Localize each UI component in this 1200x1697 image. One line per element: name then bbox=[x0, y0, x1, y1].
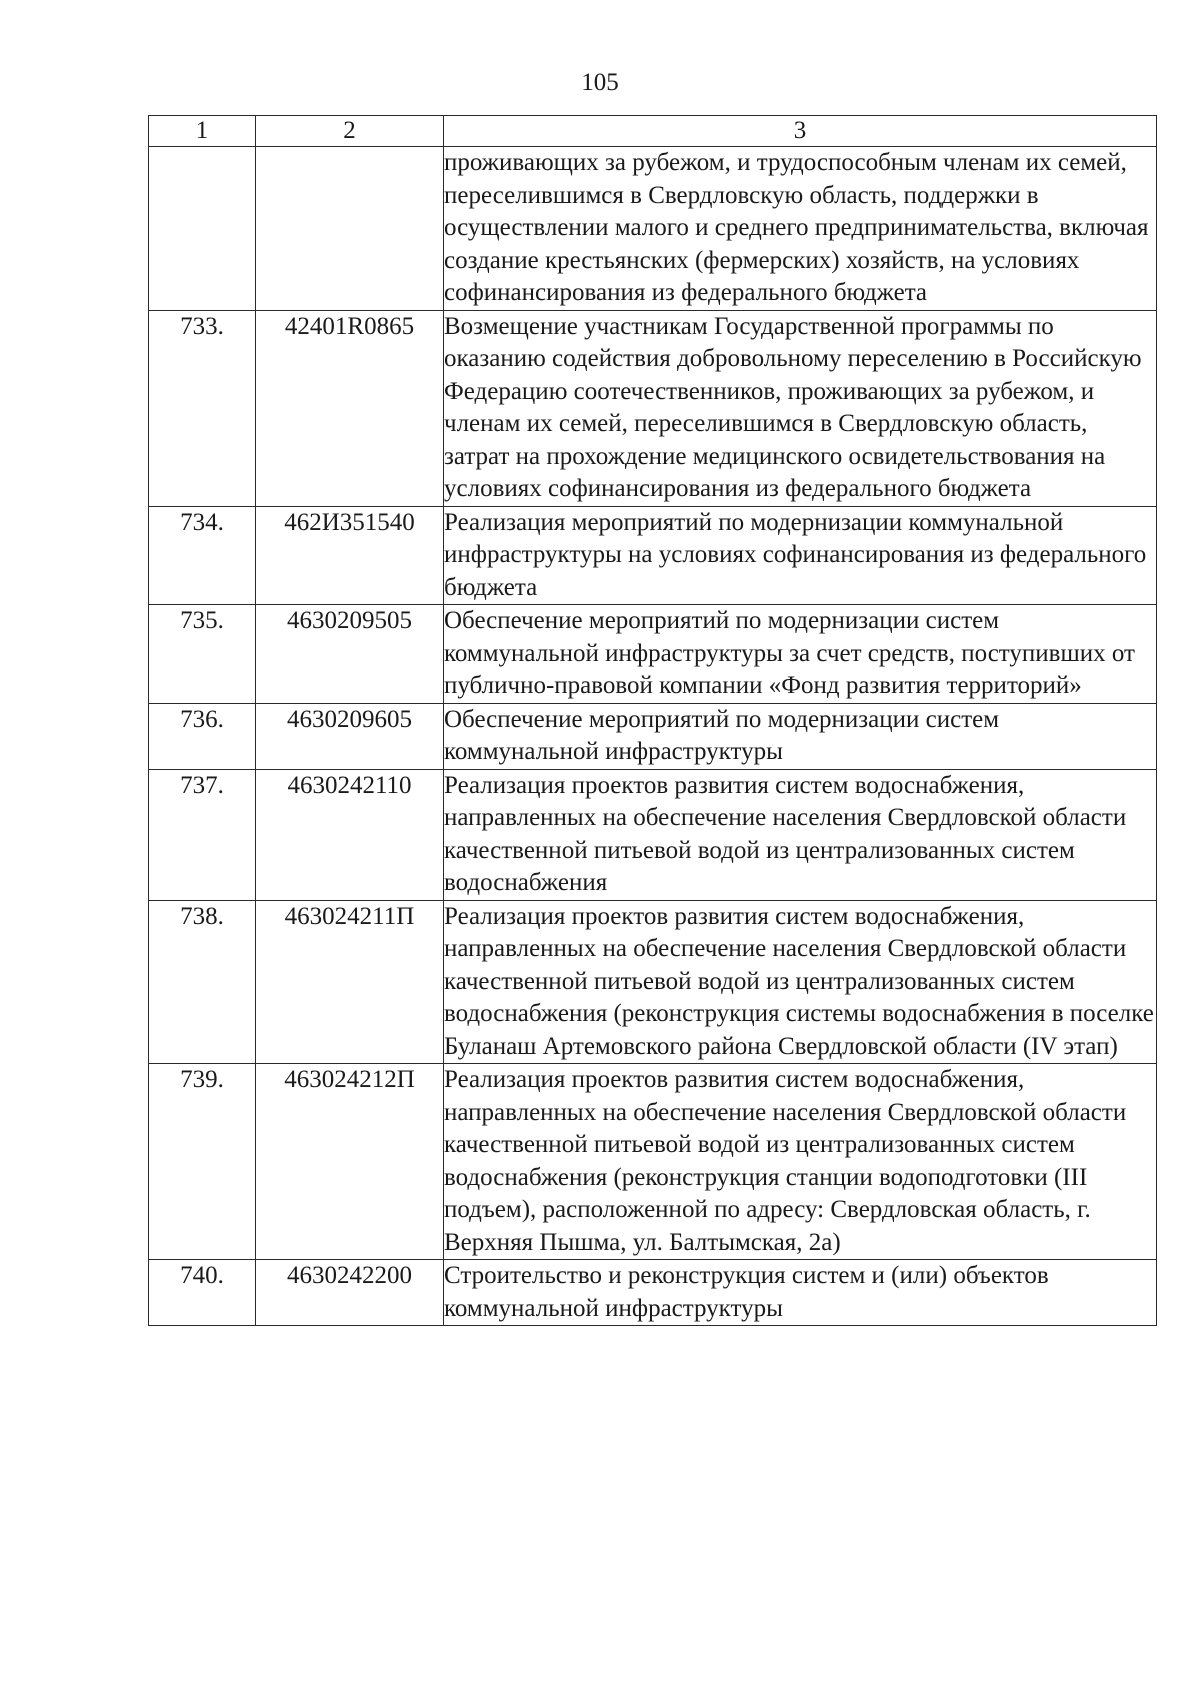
header-col-3: 3 bbox=[444, 116, 1157, 147]
row-number: 740. bbox=[149, 1260, 256, 1326]
row-code bbox=[256, 147, 444, 311]
table-row bbox=[149, 900, 1157, 1064]
table-header-row bbox=[149, 116, 1157, 147]
header-col-1: 1 bbox=[149, 116, 256, 147]
row-code: 42401R0865 bbox=[256, 310, 444, 506]
table-row bbox=[149, 506, 1157, 605]
row-number: 734. bbox=[149, 506, 256, 605]
row-code: 4630209605 bbox=[256, 703, 444, 769]
row-number: 737. bbox=[149, 769, 256, 900]
page-number: 105 bbox=[581, 69, 619, 96]
row-number: 739. bbox=[149, 1064, 256, 1260]
row-number: 738. bbox=[149, 900, 256, 1064]
row-description: Реализация мероприятий по модернизации коммунальной инфраструктуры на условиях софинансирования из федерального бюджета bbox=[444, 506, 1157, 605]
table-row bbox=[149, 310, 1157, 506]
budget-codes-table bbox=[148, 115, 1157, 1326]
row-code: 463024211П bbox=[256, 900, 444, 1064]
row-description: Обеспечение мероприятий по модернизации систем коммунальной инфраструктуры за счет средств, поступивших от публично-правовой компании «Фонд развития территорий» bbox=[444, 605, 1157, 704]
table-row bbox=[149, 769, 1157, 900]
row-code: 4630242110 bbox=[256, 769, 444, 900]
row-description: Возмещение участникам Государственной программы по оказанию содействия добровольному переселению в Российскую Федерацию соотечественников, проживающих за рубежом, и членам их семей, переселившимся в Свердловскую область, затрат на прохождение медицинского освидетельствования на условиях софинансирования из федерального бюджета bbox=[444, 310, 1157, 506]
row-code: 4630242200 bbox=[256, 1260, 444, 1326]
row-number: 733. bbox=[149, 310, 256, 506]
table-row bbox=[149, 605, 1157, 704]
header-col-2: 2 bbox=[256, 116, 444, 147]
row-number: 736. bbox=[149, 703, 256, 769]
row-code: 463024212П bbox=[256, 1064, 444, 1260]
row-code: 462И351540 bbox=[256, 506, 444, 605]
table-row bbox=[149, 1064, 1157, 1260]
table-row bbox=[149, 147, 1157, 311]
row-code: 4630209505 bbox=[256, 605, 444, 704]
row-description: Реализация проектов развития систем водоснабжения, направленных на обеспечение населения Свердловской области качественной питьевой водой из централизованных систем водоснабжения bbox=[444, 769, 1157, 900]
row-description: Строительство и реконструкция систем и (или) объектов коммунальной инфраструктуры bbox=[444, 1260, 1157, 1326]
row-description: проживающих за рубежом, и трудоспособным членам их семей, переселившимся в Свердловскую область, поддержки в осуществлении малого и среднего предпринимательства, включая создание крестьянских (фермерских) хозяйств, на условиях софинансирования из федерального бюджета bbox=[444, 147, 1157, 311]
row-number bbox=[149, 147, 256, 311]
row-description: Обеспечение мероприятий по модернизации систем коммунальной инфраструктуры bbox=[444, 703, 1157, 769]
row-description: Реализация проектов развития систем водоснабжения, направленных на обеспечение населения Свердловской области качественной питьевой водой из централизованных систем водоснабжения (реконструкция системы водоснабжения в поселке Буланаш Артемовского района Свердловской области (IV этап) bbox=[444, 900, 1157, 1064]
table-row bbox=[149, 703, 1157, 769]
row-number: 735. bbox=[149, 605, 256, 704]
row-description: Реализация проектов развития систем водоснабжения, направленных на обеспечение населения Свердловской области качественной питьевой водой из централизованных систем водоснабжения (реконструкция станции водоподготовки (III подъем), расположенной по адресу: Свердловская область, г. Верхняя Пышма, ул. Балтымская, 2а) bbox=[444, 1064, 1157, 1260]
table-row bbox=[149, 1260, 1157, 1326]
